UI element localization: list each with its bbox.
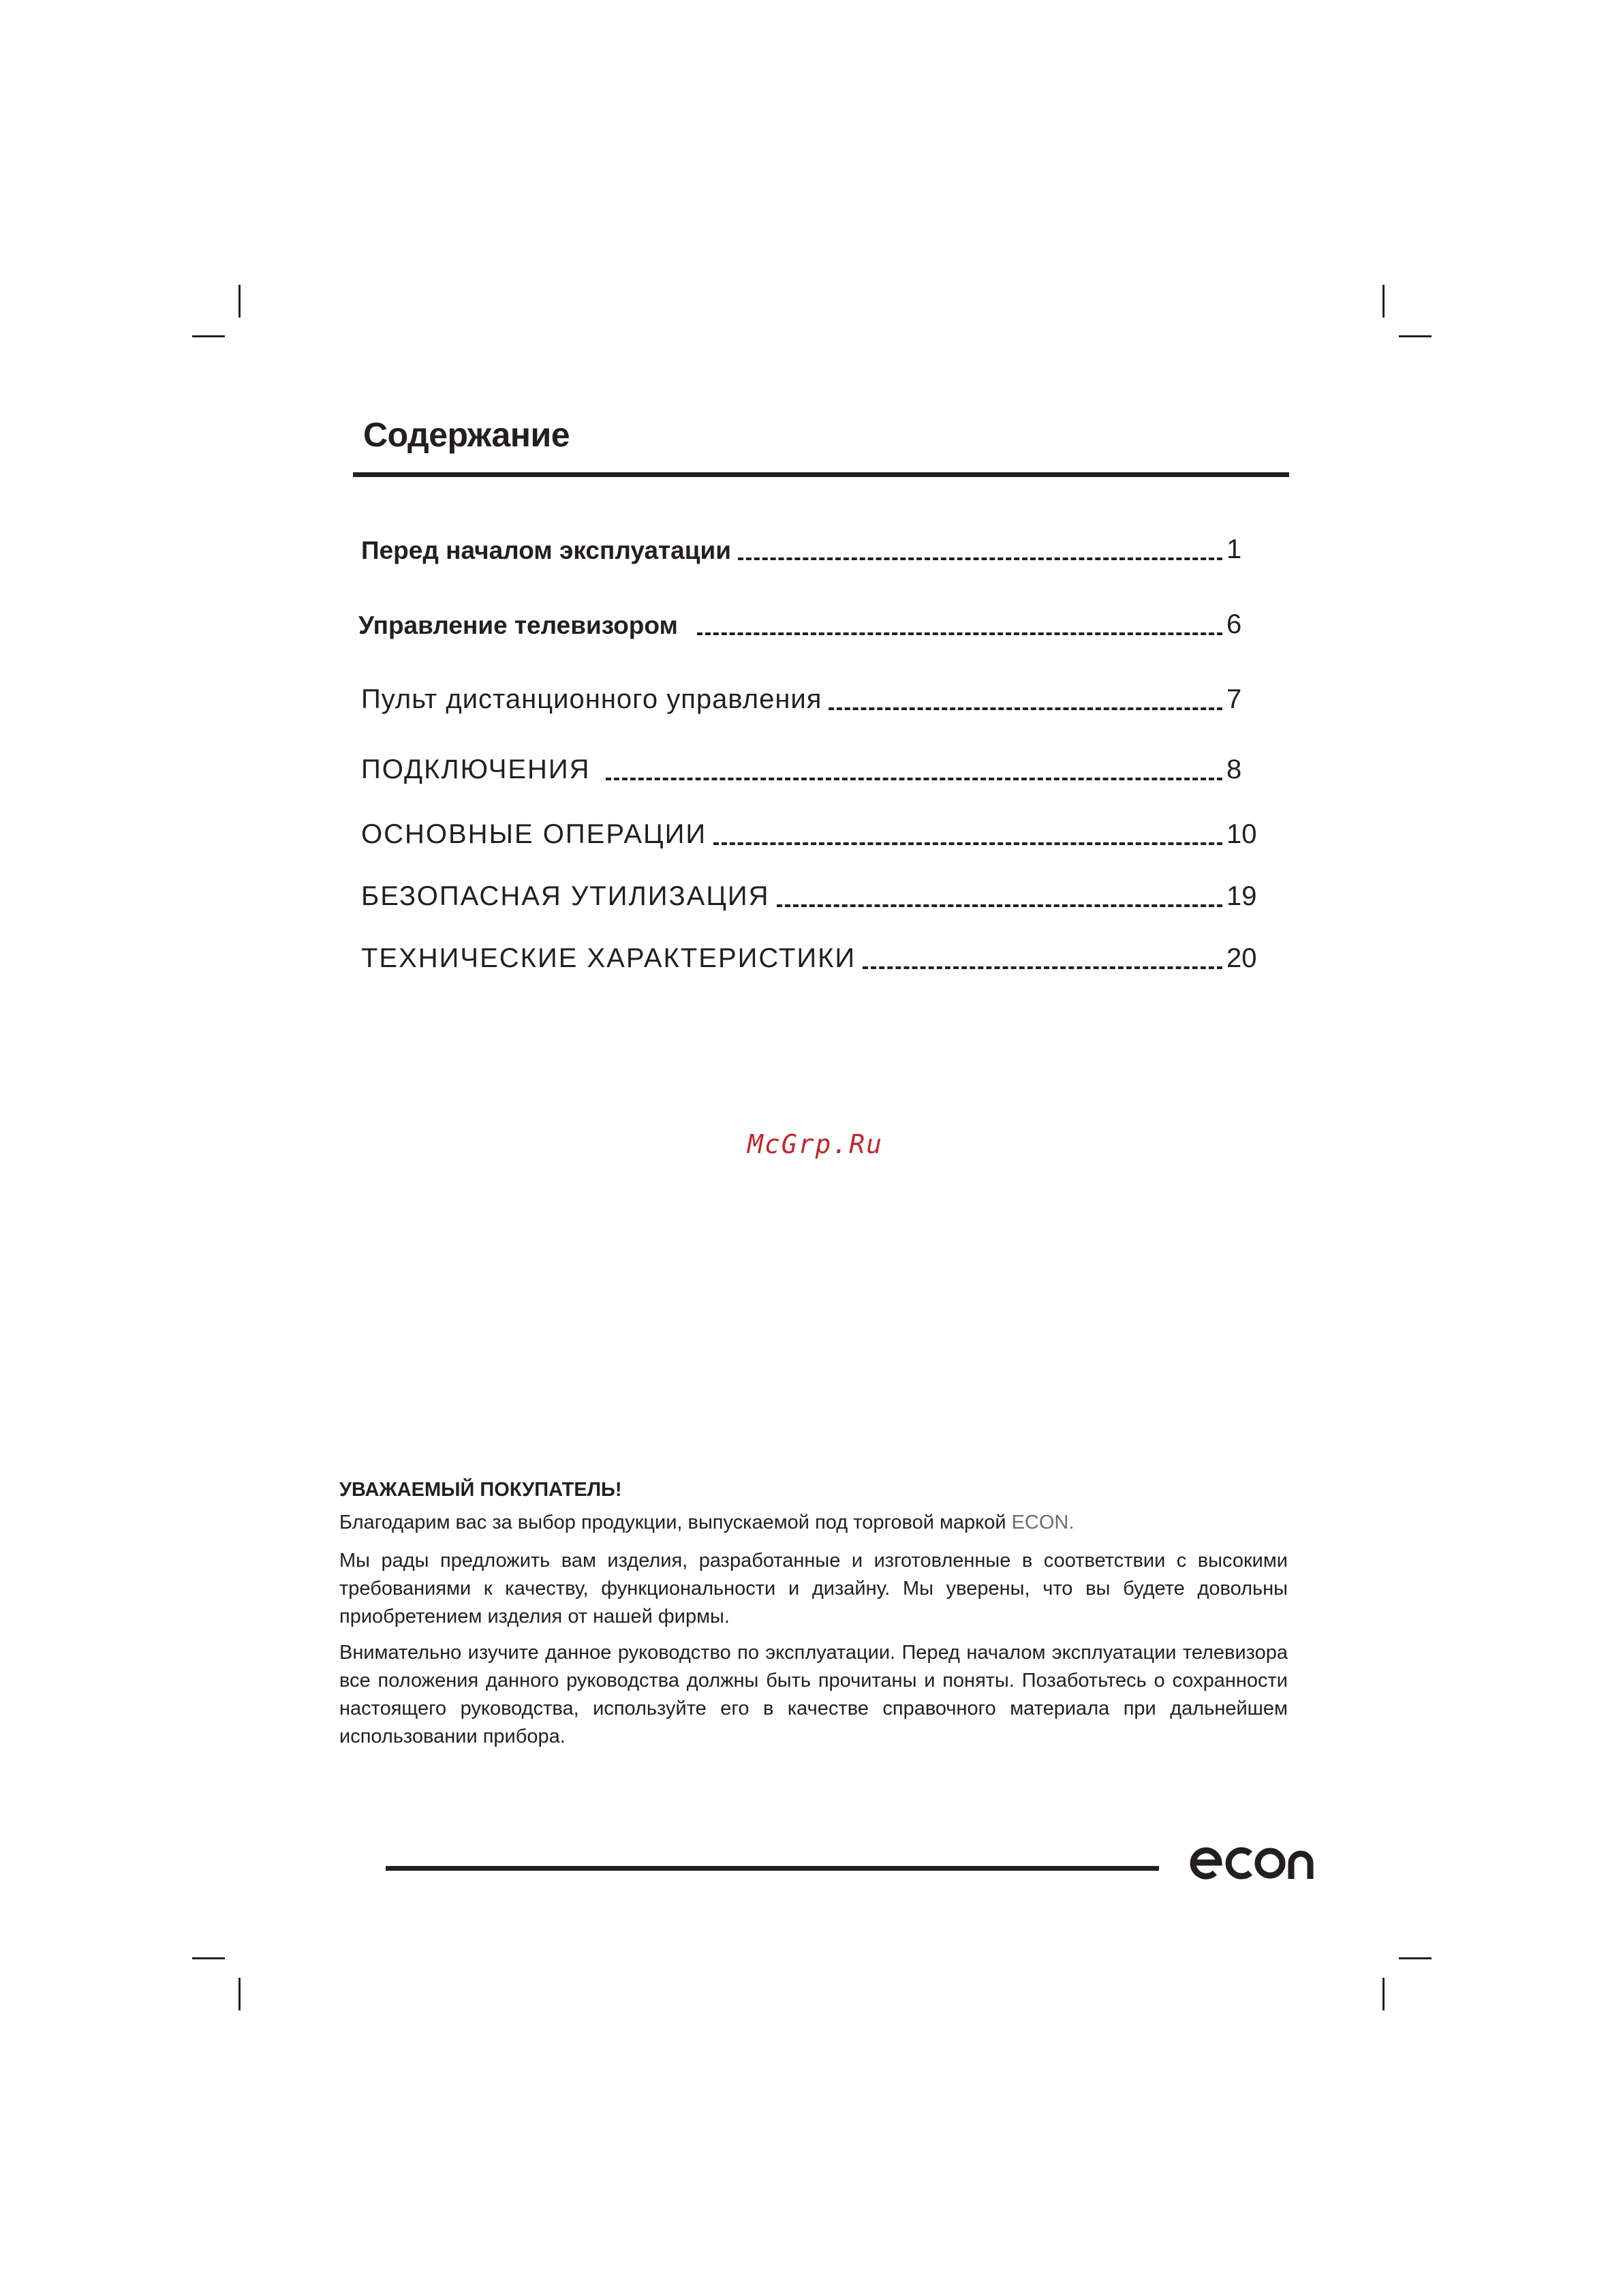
toc-leader [738, 557, 1222, 560]
crop-mark-bottom-right-h [1399, 1957, 1432, 1959]
toc-item[interactable] [361, 675, 1262, 716]
toc-leader [829, 707, 1222, 710]
page-title: Содержание [363, 416, 570, 454]
crop-mark-top-right-h [1399, 335, 1432, 337]
crop-mark-top-right-v [1382, 285, 1385, 318]
crop-mark-top-left-v [238, 285, 241, 318]
toc-item-label: ОСНОВНЫЕ ОПЕРАЦИИ [361, 819, 707, 849]
toc-item[interactable] [361, 745, 1262, 786]
watermark-text: McGrp.Ru [747, 1129, 884, 1159]
greeting-text: Благодарим вас за выбор продукции, выпускаемой под торговой маркой [339, 1512, 1012, 1533]
toc-item-label: ПОДКЛЮЧЕНИЯ [361, 754, 591, 784]
toc-item-page: 8 [1226, 754, 1242, 784]
toc-item-label: Управление телевизором [358, 611, 678, 639]
title-rule [353, 472, 1289, 477]
crop-mark-bottom-left-h [192, 1957, 225, 1959]
toc-leader [777, 904, 1222, 907]
toc-item-label: Пульт дистанционного управления [361, 684, 822, 714]
econ-logo [1189, 1842, 1315, 1883]
toc-item[interactable] [361, 810, 1262, 851]
toc-item-page: 6 [1226, 609, 1242, 639]
toc-leader [863, 966, 1222, 969]
toc-item-label: ТЕХНИЧЕСКИЕ ХАРАКТЕРИСТИКИ [361, 943, 856, 973]
greeting-paragraph: Мы рады предложить вам изделия, разработанные и изготовленные в соответствии с высокими требованиями к качеству, функциональности и дизайну. Мы уверены, что вы будете довольны приобретением изделия от нашей фирмы. [339, 1550, 1288, 1627]
toc-item-page: 19 [1226, 881, 1257, 911]
crop-mark-top-left-h [192, 335, 225, 337]
toc-item[interactable] [361, 872, 1262, 913]
toc-leader [606, 778, 1222, 780]
greeting-heading: УВАЖАЕМЫЙ ПОКУПАТЕЛЬ! [339, 1479, 622, 1501]
greeting-paragraph [339, 1509, 1288, 1537]
toc-item-page: 1 [1226, 534, 1242, 564]
toc-leader [697, 632, 1222, 635]
toc-item-page: 7 [1226, 684, 1242, 714]
crop-mark-bottom-right-v [1382, 1978, 1385, 2010]
toc-item[interactable] [361, 934, 1262, 975]
brand-name: ECON. [1011, 1512, 1075, 1533]
toc-item-label: Перед началом эксплуатации [361, 536, 731, 564]
toc-item-page: 10 [1226, 819, 1257, 849]
toc-item-label: БЕЗОПАСНАЯ УТИЛИЗАЦИЯ [361, 881, 770, 911]
crop-mark-bottom-left-v [238, 1978, 241, 2010]
toc-item-page: 20 [1226, 943, 1257, 973]
toc-item[interactable] [361, 525, 1262, 566]
greeting-paragraph: Внимательно изучите данное руководство по эксплуатации. Перед началом эксплуатации телевизора все положения данного руководства должны быть прочитаны и поняты. Позаботьтесь о сохранности настоящего руководства, используйте его в качестве справочного материала при дальнейшем использовании прибора. [339, 1642, 1288, 1747]
toc-item[interactable] [358, 600, 1262, 641]
toc-leader [713, 842, 1222, 845]
footer-rule [386, 1866, 1159, 1871]
